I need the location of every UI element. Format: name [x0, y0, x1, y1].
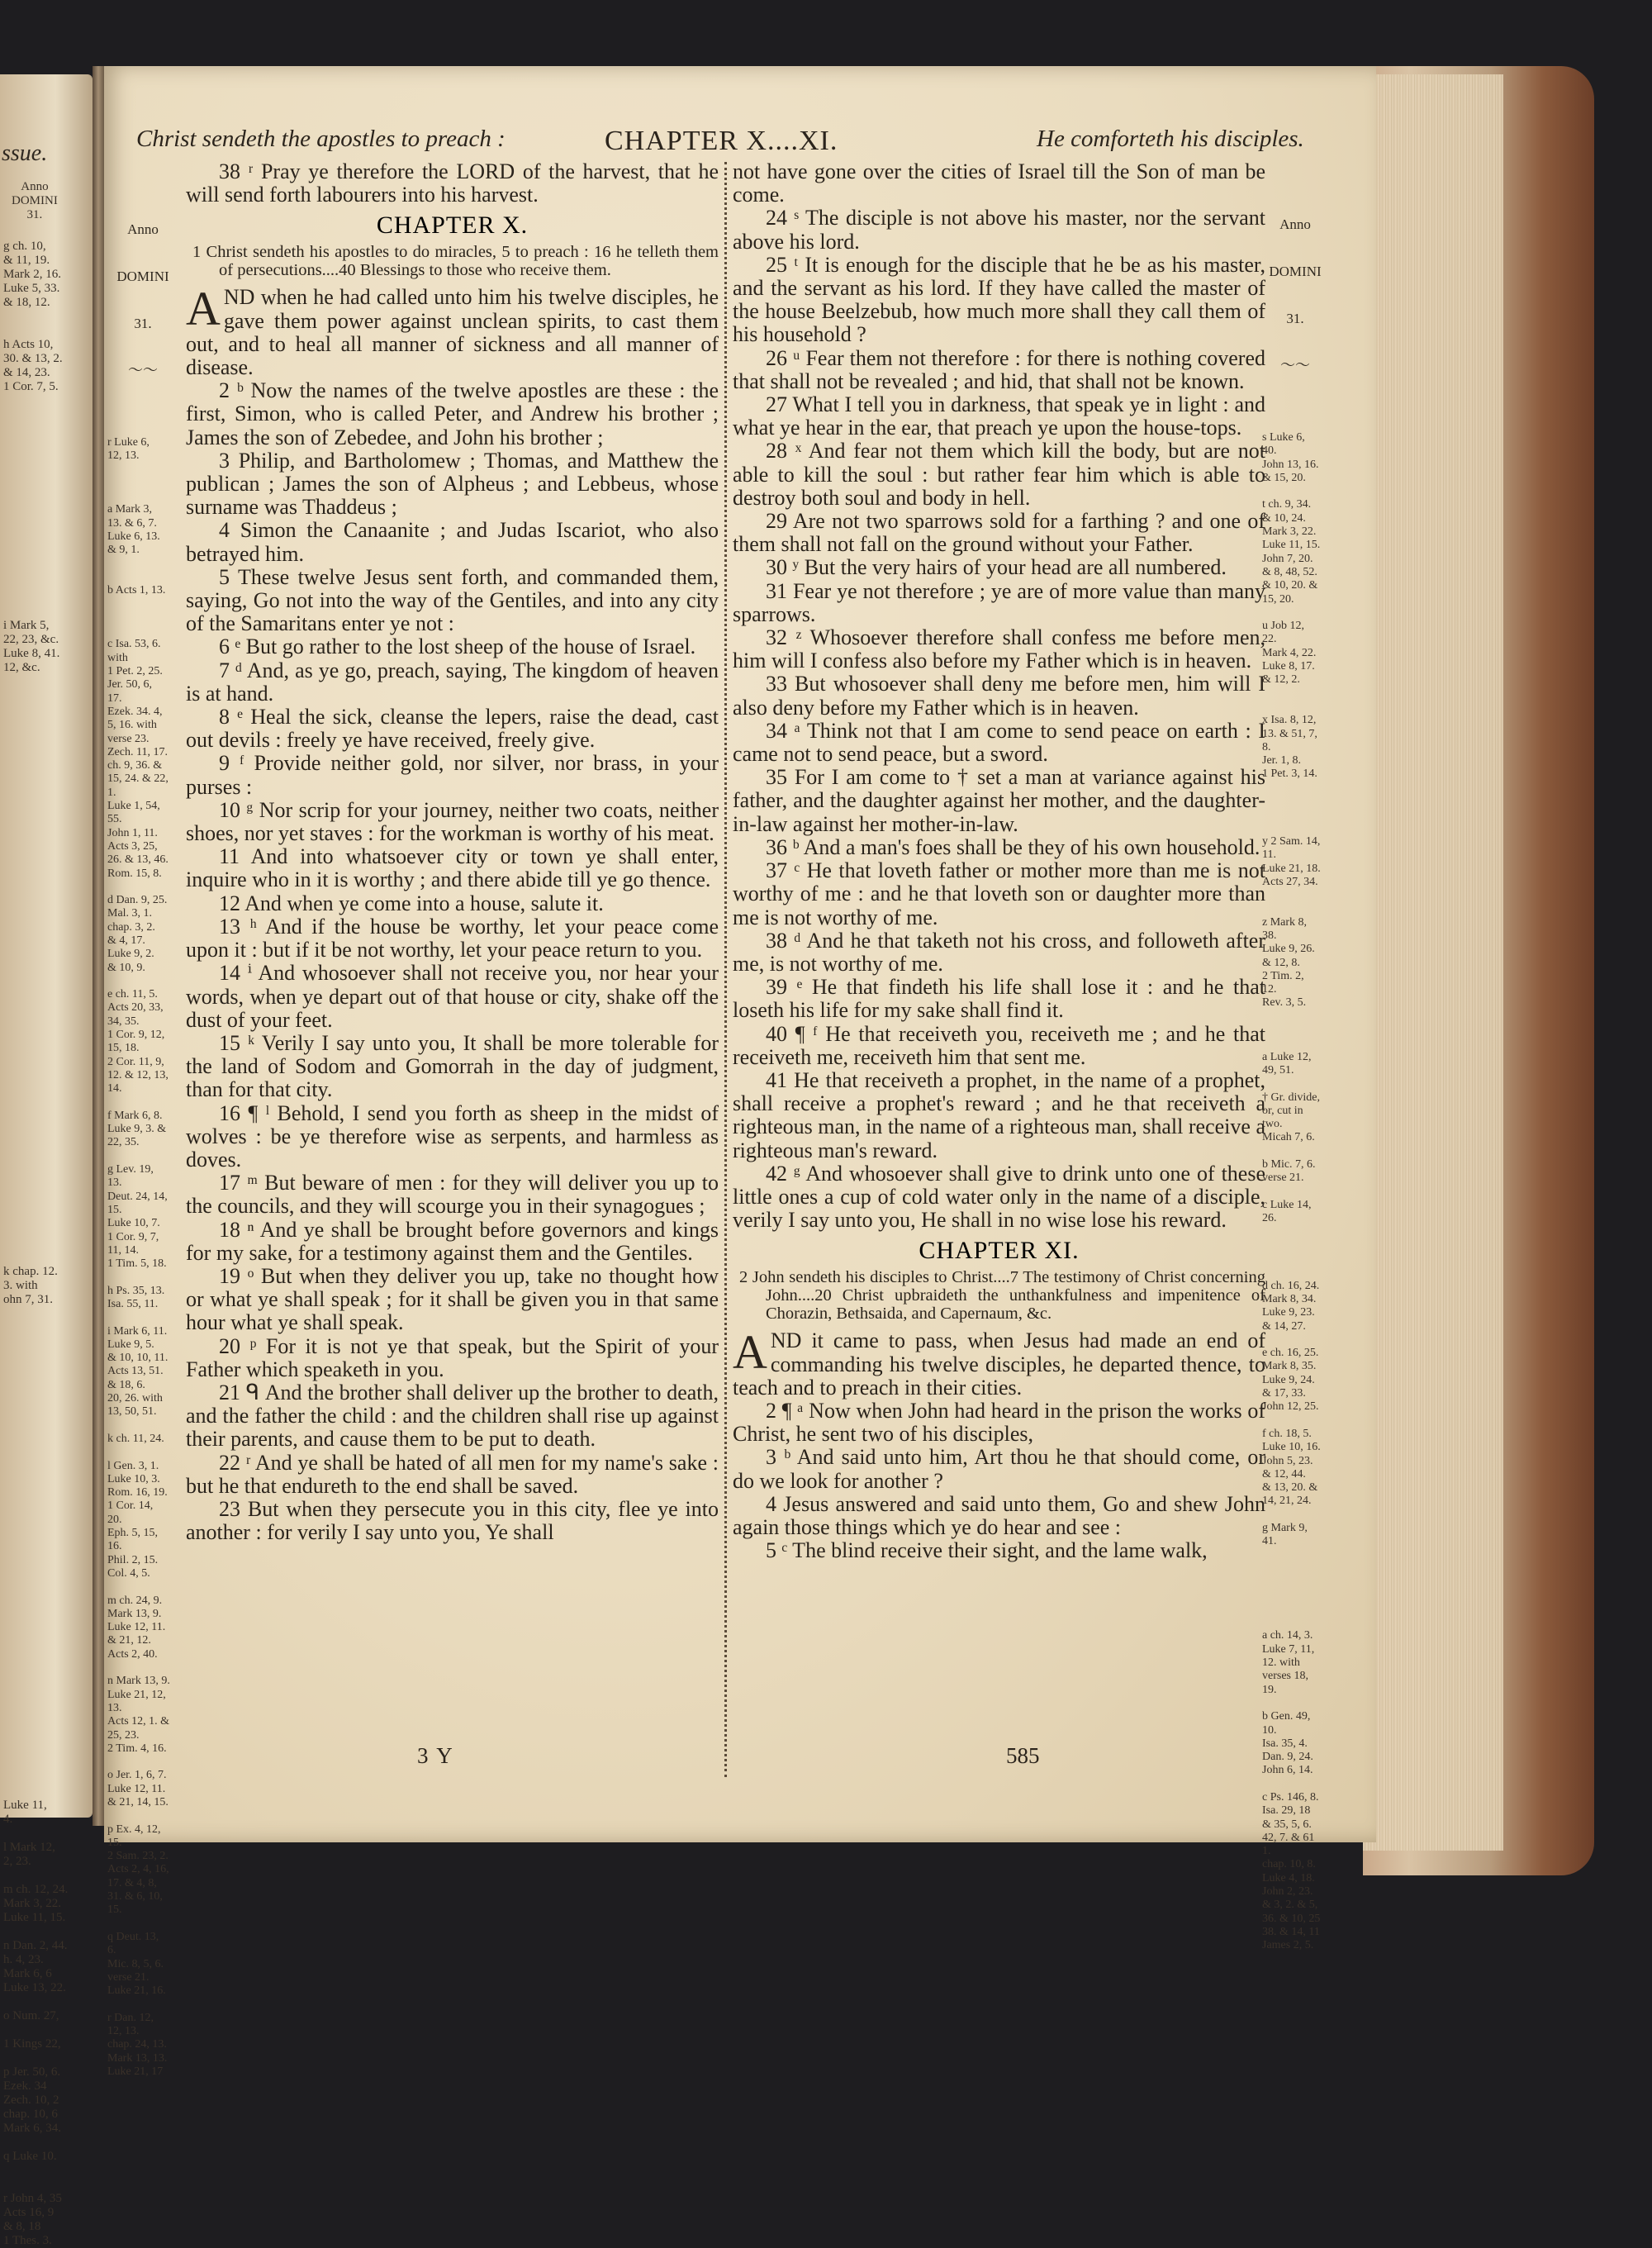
verse: 5 These twelve Jesus sent forth, and commanded them, saying, Go not into the way of the Gentiles, and into any city of the Samaritans enter ye not : [186, 564, 719, 636]
verse: 27 What I tell you in darkness, that speak ye in light : and what ye hear in the ear, that preach ye upon the house-tops. [733, 392, 1265, 440]
verse: 36 ᵇ And a man's foes shall be they of his own household. [766, 834, 1260, 859]
verse: 17 ᵐ But beware of men : for they will deliver you up to the councils, and they will scourge you in their synagogues ; [186, 1171, 719, 1219]
verse-38: 38 ʳ Pray ye therefore the LORD of the harvest, that he will send forth labourers into his harvest. [186, 159, 719, 207]
running-head-chapter: CHAPTER X....XI. [605, 126, 838, 156]
column-divider [724, 162, 727, 1777]
chapter-xi-verses [733, 1325, 1265, 1563]
verse: 2 ᵇ Now the names of the twelve apostles are these : the first, Simon, who is called Peter, and Andrew his brother ; James the son of Zebedee, and John his brother ; [186, 378, 719, 449]
year-label: 31. [134, 316, 152, 331]
verse: 26 ᵘ Fear them not therefore : for there is nothing covered that shall not be revealed ; and hid, that shall not be known. [733, 345, 1265, 393]
anno-label: Anno [1279, 216, 1311, 232]
verse: 22 ʳ And ye shall be hated of all men for my name's sake : but he that endureth to the end shall be saved. [186, 1450, 719, 1498]
verse: AND it came to pass, when Jesus had made an end of commanding his twelve disciples, he departed thence, to teach and to preach in their cities. [733, 1325, 1265, 1400]
running-head-left: Christ sendeth the apostles to preach : [136, 126, 506, 152]
right-text-column [733, 160, 1265, 1562]
verse: 35 For I am come to † set a man at variance against his father, and the daughter against her mother, and the daughter-in-law against her mother-in-law. [733, 765, 1265, 836]
year-label: 31. [1286, 311, 1304, 326]
left-page-margin-refs: g ch. 10, & 11, 19. Mark 2, 16. Luke 5, 33. & 18, 12. h Acts 10, 30. & 13, 2. & 14, 23. 1 Cor. 7, 5. i Mark 5, 22, 23, &c. Luke 8, 41. 12, &c. k chap. 12. 3. with ohn 7, 31. Luke 11, 4. l Mark 12, 2, 23. m ch. 12, 24. Mark 3, 22. Luke 11, 15. n Dan. 2, 44. h. 4, 23. Mark 6, 6 Luke 13, 22. o Num. 27, 1 Kings 22, p Jer. 50, 6. Ezek. 34 Zech. 10, 2 chap. 10, 6 Mark 6, 34. q Luke 10. r John 4, 35 Acts 16, 9 & 8, 18 1 Thes. 3. [3, 240, 69, 2247]
domini-label: DOMINI [1269, 264, 1322, 279]
verse: 12 And when ye come into a house, salute it. [219, 891, 604, 915]
verse: 25 ᵗ It is enough for the disciple that he be as his master, and the servant as his lord. If they have called the master of the house Beelzebub, how much more shall they call them of his household ? [733, 252, 1265, 347]
chapter-heading-x: CHAPTER X. [376, 211, 529, 240]
verse: 18 ⁿ And ye shall be brought before governors and kings for my sake, for a testimony against them and the Gentiles. [186, 1217, 719, 1265]
verse: 37 ᶜ He that loveth father or mother more than me is not worthy of me : and he that loveth son or daughter more than me is not worthy of me. [733, 858, 1265, 929]
page-number: 585 [1006, 1743, 1040, 1768]
verse: 33 But whosoever shall deny me before men, him will I also deny before my Father which is in heaven. [733, 672, 1265, 720]
book-gutter [93, 66, 104, 1826]
left-page-header-fragment: ssue. [2, 140, 48, 166]
chapter-x-summary: 1 Christ sendeth his apostles to do miracles, 5 to preach : 16 he telleth them of persecutions....40 Blessings to those who receive them. [192, 243, 719, 280]
chapter-heading-xi: CHAPTER XI. [919, 1237, 1080, 1265]
verse: 7 ᵈ And, as ye go, preach, saying, The kingdom of heaven is at hand. [186, 658, 719, 706]
verse: 5 ᶜ The blind receive their sight, and the lame walk, [766, 1538, 1208, 1563]
verse: 16 ¶ ˡ Behold, I send you forth as sheep in the midst of wolves : be ye therefore wise as serpents, and harmless as doves. [186, 1100, 719, 1172]
chapter-x-verses [186, 282, 719, 1545]
verse: 39 ᵉ He that findeth his life shall lose it : and he that loseth his life for my sake shall find it. [733, 975, 1265, 1023]
anno-label: Anno [127, 221, 159, 237]
anno-domini-right [1262, 185, 1328, 405]
verse: 20 ᵖ For it is not ye that speak, but the Spirit of your Father which speaketh in you. [186, 1333, 719, 1381]
ornament-swash-icon: 〜〜 [128, 362, 158, 378]
verse: 6 ᵉ But go rather to the lost sheep of the house of Israel. [219, 634, 696, 659]
anno-domini-left [107, 190, 178, 410]
verse: 42 ᵍ And whosoever shall give to drink unto one of these little ones a cup of cold water only in the name of a disciple, verily I say unto you, He shall in no wise lose his reward. [733, 1161, 1265, 1233]
verse: 28 ˣ And fear not them which kill the body, but are not able to kill the soul : but rather fear him which is able to destroy both soul and body in hell. [733, 439, 1265, 510]
verse: 30 ʸ But the very hairs of your head are all numbered. [766, 555, 1227, 580]
verse: 32 ᶻ Whosoever therefore shall confess me before men, him will I confess also before my Father which is in heaven. [733, 625, 1265, 673]
left-page-fragment [0, 74, 93, 2247]
verse: 23 But when they persecute you in this city, flee ye into another : for verily I say unto you, Ye shall [186, 1496, 719, 1545]
chapter-x-verses-continued [733, 160, 1265, 1232]
running-head-right: He comforteth his disciples. [1037, 126, 1304, 152]
verse: 3 ᵇ And said unto him, Art thou he that should come, or do we look for another ? [733, 1445, 1265, 1493]
verse: AND when he had called unto him his twelve disciples, he gave them power against unclean spirits, to cast them out, and to heal all manner of sickness and all manner of disease. [186, 282, 719, 380]
signature-mark: 3 Y [417, 1743, 454, 1768]
left-text-column [186, 160, 719, 1544]
verse: 24 ˢ The disciple is not above his master, nor the servant above his lord. [733, 206, 1265, 254]
ornament-swash-icon: 〜〜 [1280, 357, 1310, 373]
page-fore-edge [1363, 74, 1503, 1851]
left-margin-column [107, 164, 185, 2105]
verse: 31 Fear ye not therefore ; ye are of more value than many sparrows. [733, 578, 1265, 626]
verse: 11 And into whatsoever city or town ye shall enter, inquire who in it is worthy ; and there abide till ye go thence. [186, 844, 719, 892]
verse: 3 Philip, and Bartholomew ; Thomas, and Matthew the publican ; James the son of Alpheus ; and Lebbeus, whose surname was Thaddeus ; [186, 448, 719, 520]
left-margin-references: r Luke 6, 12, 13. a Mark 3, 13. & 6, 7. Luke 6, 13. & 9, 1. b Acts 1, 13. c Isa. 53, 6. with 1 Pet. 2, 25. Jer. 50, 6, 17. Ezek. 34. 4, 5, 16. with verse 23. Zech. 11, 17. ch. 9, 36. & 15, 24. & 22, 1. Luke 1, 54, 55. John 1, 11. Acts 3, 25, 26. & 13, 46. Rom. 15, 8. d Dan. 9, 25. Mal. 3, 1. chap. 3, 2. & 4, 17. Luke 9, 2. & 10, 9. e ch. 11, 5. Acts 20, 33, 34, 35. 1 Cor. 9, 12, 15, 18. 2 Cor. 11, 9, 12. & 12, 13, 14. f Mark 6, 8. Luke 9, 3. & 22, 35. g Lev. 19, 13. Deut. 24, 14, 15. Luke 10, 7. 1 Cor. 9, 7, 11, 14. 1 Tim. 5, 18. h Ps. 35, 13. Isa. 55, 11. i Mark 6, 11. Luke 9, 5. & 10, 10, 11. Acts 13, 51. & 18, 6. 20, 26. with 13, 50, 51. k ch. 11, 24. l Gen. 3, 1. Luke 10, 3. Rom. 16, 19. 1 Cor. 14, 20. Eph. 5, 15, 16. Phil. 2, 15. Col. 4, 5. m ch. 24, 9. Mark 13, 9. Luke 12, 11. & 21, 12. Acts 2, 40. n Mark 13, 9. Luke 21, 12, 13. Acts 12, 1. & 25, 23. 2 Tim. 4, 16. o Jer. 1, 6, 7. Luke 12, 11. & 21, 14, 15. p Ex. 4, 12, 15. 2 Sam. 23, 2. Acts 2, 4, 16, 17. & 4, 8, 31. & 6, 10, 15. q Deut. 13, 6. Mic. 8, 5, 6. verse 21. Luke 21, 16. r Dan. 12, 12, 13. chap. 24, 13. Mark 13, 13. Luke 21, 17 [107, 436, 170, 2078]
chapter-xi-summary: 2 John sendeth his disciples to Christ....7 The testimony of Christ concerning John....20 Christ upbraideth the unthankfulness and impenitence of Chorazin, Bethsaida, and Capernaum, &c. [739, 1268, 1265, 1324]
left-page-anno-domini: Anno DOMINI 31. [12, 180, 58, 221]
verse: 10 ᵍ Nor scrip for your journey, neither two coats, neither shoes, nor yet staves : for the workman is worthy of his meat. [186, 797, 719, 846]
verse: 8 ᵉ Heal the sick, cleanse the lepers, raise the dead, cast out devils : freely ye have received, freely give. [186, 705, 719, 753]
verse: not have gone over the cities of Israel till the Son of man be come. [733, 159, 1265, 207]
verse: 29 Are not two sparrows sold for a farthing ? and one of them shall not fall on the ground without your Father. [733, 509, 1265, 557]
verse: 15 ᵏ Verily I say unto you, It shall be more tolerable for the land of Sodom and Gomorrah in the day of judgment, than for that city. [186, 1030, 719, 1102]
verse: 38 ᵈ And he that taketh not his cross, and followeth after me, is not worthy of me. [733, 928, 1265, 976]
verse: 14 ⁱ And whosoever shall not receive you, nor hear your words, when ye depart out of that house or city, shake off the dust of your feet. [186, 961, 719, 1032]
verse: 2 ¶ ᵃ Now when John had heard in the prison the works of Christ, he sent two of his disciples, [733, 1398, 1265, 1447]
verse: 4 Jesus answered and said unto them, Go and shew John again those things which ye do hear and see : [733, 1491, 1265, 1539]
verse: 4 Simon the Canaanite ; and Judas Iscariot, who also betrayed him. [186, 518, 719, 566]
verse: 34 ᵃ Think not that I am come to send peace on earth : I came not to send peace, but a sword. [733, 718, 1265, 767]
right-margin-column [1262, 164, 1338, 1979]
verse: 13 ʰ And if the house be worthy, let your peace come upon it : but if it be not worthy, let your peace return to you. [186, 914, 719, 962]
verse: 9 ᶠ Provide neither gold, nor silver, nor brass, in your purses : [186, 751, 719, 799]
domini-label: DOMINI [116, 269, 169, 284]
verse: 41 He that receiveth a prophet, in the name of a prophet, shall receive a prophet's reward ; and he that receiveth a righteous man, in the name of a righteous man, shall receive a righteous man's reward. [733, 1067, 1265, 1162]
right-margin-references: s Luke 6, 40. John 13, 16. & 15, 20. t ch. 9, 34. & 10, 24. Mark 3, 22. Luke 11, 15. John 7, 20. & 8, 48, 52. & 10, 20. & 15, 20. u Job 12, 22. Mark 4, 22. Luke 8, 17. & 12, 2. x Isa. 8, 12, 13. & 51, 7, 8. Jer. 1, 8. 1 Pet. 3, 14. y 2 Sam. 14, 11. Luke 21, 18. Acts 27, 34. z Mark 8, 38. Luke 9, 26. & 12, 8. 2 Tim. 2, 12. Rev. 3, 5. a Luke 12, 49, 51. † Gr. divide, or, cut in two. Micah 7, 6. b Mic. 7, 6. verse 21. c Luke 14, 26. d ch. 16, 24. Mark 8, 34. Luke 9, 23. & 14, 27. e ch. 16, 25. Mark 8, 35. Luke 9, 24. & 17, 33. John 12, 25. f ch. 18, 5. Luke 10, 16. John 5, 23. & 12, 44. & 13, 20. & 14, 21, 24. g Mark 9, 41. a ch. 14, 3. Luke 7, 11, 12. with verses 18, 19. b Gen. 49, 10. Isa. 35, 4. Dan. 9, 24. John 6, 14. c Ps. 146, 8. Isa. 29, 18 & 35, 5, 6. 42, 7. & 61 1. chap. 10, 8. Luke 4, 18. John 2, 23. & 3, 2. & 5, 36. & 10, 25 38. & 14, 11 James 2, 5. [1262, 431, 1321, 1952]
verse: 19 ᵒ But when they deliver you up, take no thought how or what ye shall speak ; for it shall be given you in that same hour what ye shall speak. [186, 1263, 719, 1335]
verse: 21 ᑫ And the brother shall deliver up the brother to death, and the father the child : and the children shall rise up against their parents, and cause them to be put to death. [186, 1380, 719, 1452]
verse: 40 ¶ ᶠ He that receiveth you, receiveth me ; and he that receiveth me, receiveth him that sent me. [733, 1021, 1265, 1069]
